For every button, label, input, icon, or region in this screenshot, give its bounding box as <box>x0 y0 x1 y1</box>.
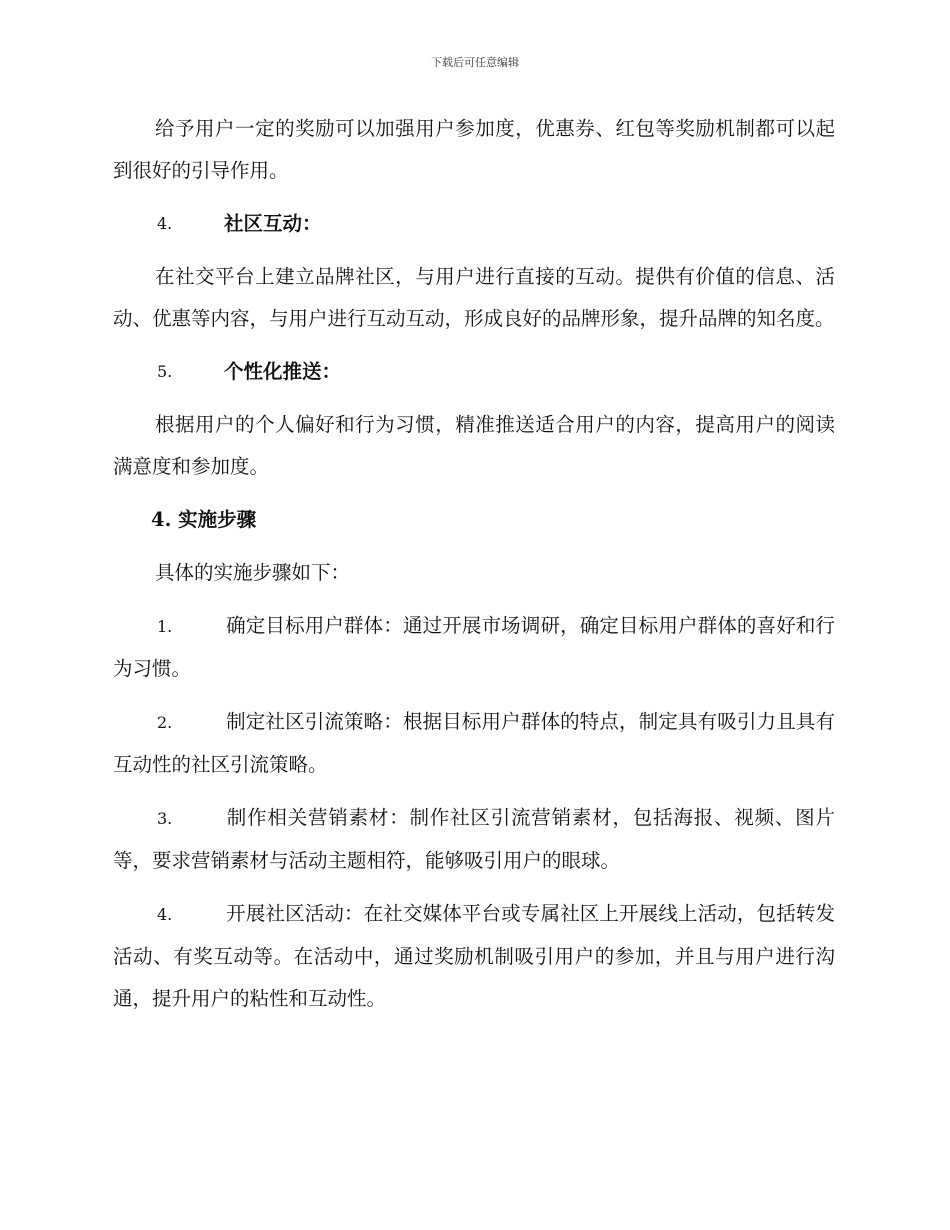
heading-number: 4. <box>157 214 173 233</box>
step-number: 2. <box>157 713 173 732</box>
step-text: 开展社区活动：在社交媒体平台或专属社区上开展线上活动，包括转发活动、有奖互动等。在活动中，通过奖励机制吸引用户的参加，并且与用户进行沟通，提升用户的粘性和互动性。 <box>113 902 835 1010</box>
personalized-paragraph: 根据用户的个人偏好和行为习惯，精准推送适合用户的内容，提高用户的阅读满意度和参加度。 <box>113 413 835 478</box>
community-paragraph: 在社交平台上建立品牌社区，与用户进行直接的互动。提供有价值的信息、活动、优惠等内容，与用户进行互动互动，形成良好的品牌形象，提升品牌的知名度。 <box>113 265 835 330</box>
heading-community <box>113 203 835 245</box>
heading-title: 社区互动： <box>224 212 322 235</box>
heading-personalized <box>113 351 835 393</box>
document-body <box>113 108 835 1031</box>
heading-number: 5. <box>157 362 173 381</box>
page-header: 下载后可任意编辑 <box>431 56 519 69</box>
section-title: 4. 实施步骤 <box>151 508 257 531</box>
step-number: 1. <box>157 617 173 636</box>
intro-paragraph: 给予用户一定的奖励可以加强用户参加度，优惠券、红包等奖励机制都可以起到很好的引导作用。 <box>113 117 835 182</box>
section-intro: 具体的实施步骤如下： <box>155 561 351 584</box>
step-item <box>113 605 835 690</box>
step-text: 制定社区引流策略：根据目标用户群体的特点，制定具有吸引力且具有互动性的社区引流策略。 <box>113 710 835 776</box>
step-number: 4. <box>157 905 173 924</box>
step-text: 制作相关营销素材：制作社区引流营销素材，包括海报、视频、图片等，要求营销素材与活动主题相符，能够吸引用户的眼球。 <box>113 806 835 872</box>
step-item <box>113 701 835 786</box>
heading-title: 个性化推送： <box>224 360 342 383</box>
step-text: 确定目标用户群体：通过开展市场调研，确定目标用户群体的喜好和行为习惯。 <box>113 614 835 680</box>
step-number: 3. <box>157 809 173 828</box>
step-item <box>113 797 835 882</box>
step-item <box>113 893 835 1020</box>
